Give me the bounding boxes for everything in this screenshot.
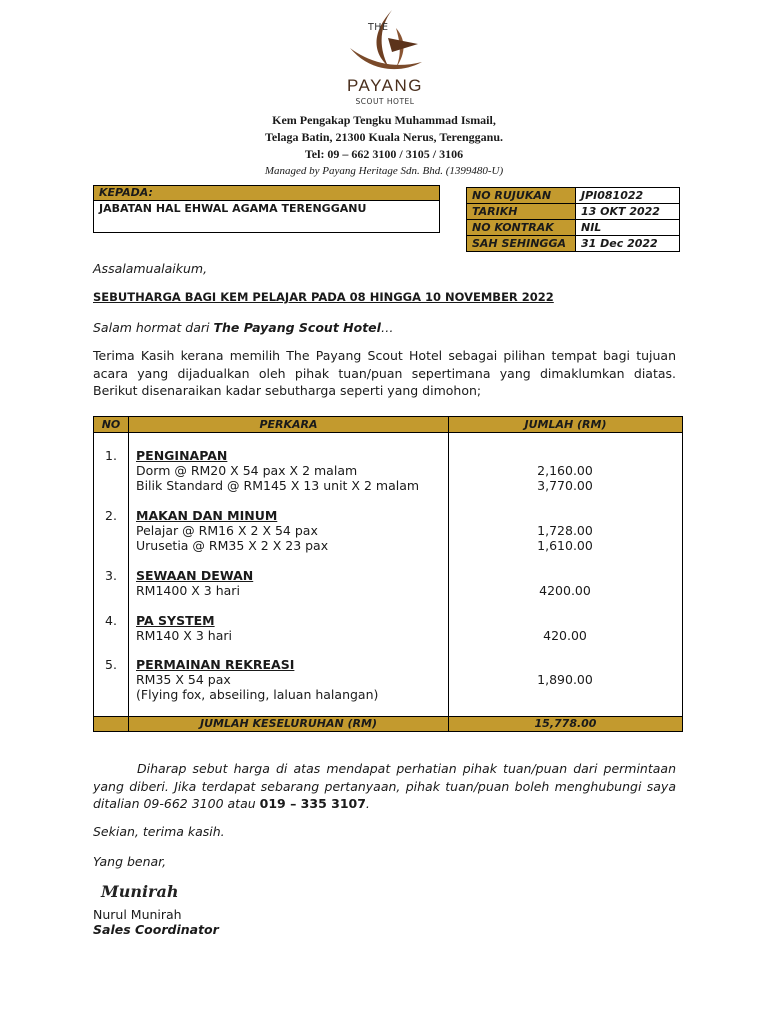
- closing-period: .: [365, 796, 370, 811]
- reference-key: TARIKH: [467, 204, 576, 220]
- reference-key: SAH SEHINGGA: [467, 236, 576, 252]
- reference-table: [466, 187, 680, 252]
- row-title: SEWAAN DEWAN: [136, 568, 254, 583]
- row-no: 1.: [105, 448, 117, 463]
- reference-value: JPI081022: [576, 188, 680, 204]
- managed-by: Managed by Payang Heritage Sdn. Bhd. (1399480-U): [264, 165, 504, 177]
- header-perkara: PERKARA: [259, 418, 318, 431]
- row-title: PERMAINAN REKREASI: [136, 657, 295, 672]
- total-value: 15,778.00: [534, 717, 597, 730]
- reference-value: 31 Dec 2022: [576, 236, 680, 252]
- yours-line: Yang benar,: [93, 854, 167, 869]
- row-no: 2.: [105, 508, 117, 523]
- hotel-address: [0, 112, 768, 180]
- row-amounts: [449, 613, 681, 643]
- row-amount: 420.00: [543, 628, 587, 643]
- row-line: Urusetia @ RM35 X 2 X 23 pax: [136, 538, 329, 553]
- reference-key: NO RUJUKAN: [467, 188, 576, 204]
- thanks-line: Sekian, terima kasih.: [93, 824, 225, 839]
- contact-phone: 019 – 335 3107: [259, 796, 366, 811]
- reference-row: [467, 236, 680, 252]
- row-line: RM1400 X 3 hari: [136, 583, 240, 598]
- row-amount: 4200.00: [539, 583, 591, 598]
- header-no: NO: [101, 418, 121, 431]
- row-line: Bilik Standard @ RM145 X 13 unit X 2 malam: [136, 478, 420, 493]
- logo-brand: PAYANG: [346, 76, 424, 95]
- salam-hotel: The Payang Scout Hotel: [213, 320, 381, 335]
- signature: Munirah: [101, 882, 179, 901]
- salam-prefix: Salam hormat dari: [93, 320, 214, 335]
- row-amount: 1,610.00: [537, 538, 593, 553]
- salam-suffix: …: [380, 320, 394, 335]
- reference-row: [467, 204, 680, 220]
- recipient-box: [93, 185, 440, 233]
- recipient-label: KEPADA:: [94, 186, 439, 201]
- row-desc: [136, 508, 436, 553]
- salam-line: [93, 319, 676, 337]
- row-no: 4.: [105, 613, 117, 628]
- row-no: 3.: [105, 568, 117, 583]
- phone-line: Tel: 09 – 662 3100 / 3105 / 3106: [304, 147, 464, 161]
- reference-key: NO KONTRAK: [467, 220, 576, 236]
- row-amount: 1,728.00: [537, 523, 593, 538]
- row-amounts: [449, 448, 681, 493]
- row-title: PENGINAPAN: [136, 448, 228, 463]
- total-label: JUMLAH KESELURUHAN (RM): [200, 717, 377, 730]
- subject-line: SEBUTHARGA BAGI KEM PELAJAR PADA 08 HINGGA 10 NOVEMBER 2022: [93, 290, 554, 304]
- intro-paragraph: Terima Kasih kerana memilih The Payang Scout Hotel sebagai pilihan tempat bagi tujuan acara yang dijadualkan oleh pihak tuan/puan sepertimana yang dimaklumkan diatas. Berikut disenaraikan kadar sebutharga seperti yang dimohon;: [93, 348, 676, 398]
- column-divider: [128, 417, 129, 731]
- row-amount: 3,770.00: [537, 478, 593, 493]
- closing-paragraph: [93, 760, 676, 813]
- payang-logo: [330, 8, 440, 106]
- row-amounts: [449, 508, 681, 553]
- row-line: RM140 X 3 hari: [136, 628, 232, 643]
- row-amount: 2,160.00: [537, 463, 593, 478]
- signer-title: Sales Coordinator: [93, 922, 219, 937]
- signer-name: Nurul Munirah: [93, 907, 182, 922]
- logo-sub: SCOUT HOTEL: [355, 97, 415, 106]
- reference-row: [467, 220, 680, 236]
- row-desc: [136, 448, 436, 493]
- address-line-1: Kem Pengakap Tengku Muhammad Ismail,: [272, 113, 496, 127]
- reference-value: 13 OKT 2022: [576, 204, 680, 220]
- row-title: PA SYSTEM: [136, 613, 215, 628]
- reference-row: [467, 188, 680, 204]
- row-line: (Flying fox, abseiling, laluan halangan): [136, 687, 379, 702]
- row-desc: [136, 568, 436, 598]
- row-title: MAKAN DAN MINUM: [136, 508, 278, 523]
- row-line: Dorm @ RM20 X 54 pax X 2 malam: [136, 463, 358, 478]
- closing-text: Diharap sebut harga di atas mendapat perhatian pihak tuan/puan dari permintaan yang diberi. Jika terdapat sebarang pertanyaan, pihak tuan/puan boleh menghubungi saya ditalian 09-662 3100 atau: [93, 761, 676, 811]
- row-no: 5.: [105, 657, 117, 672]
- pricing-table: [93, 416, 683, 732]
- address-line-2: Telaga Batin, 21300 Kuala Nerus, Terengganu.: [264, 130, 504, 144]
- row-desc: [136, 613, 436, 643]
- logo-the: THE: [368, 22, 389, 33]
- row-line: RM35 X 54 pax: [136, 672, 231, 687]
- row-amounts: [449, 568, 681, 598]
- reference-value: NIL: [576, 220, 680, 236]
- row-amount: 1,890.00: [537, 672, 593, 687]
- header-jumlah: JUMLAH (RM): [524, 418, 607, 431]
- greeting: Assalamualaikum,: [93, 261, 208, 276]
- row-line: Pelajar @ RM16 X 2 X 54 pax: [136, 523, 318, 538]
- row-desc: [136, 657, 436, 702]
- recipient-value: JABATAN HAL EHWAL AGAMA TERENGGANU: [99, 202, 367, 215]
- row-amounts: [449, 657, 681, 687]
- boat-sail-icon: [330, 8, 440, 78]
